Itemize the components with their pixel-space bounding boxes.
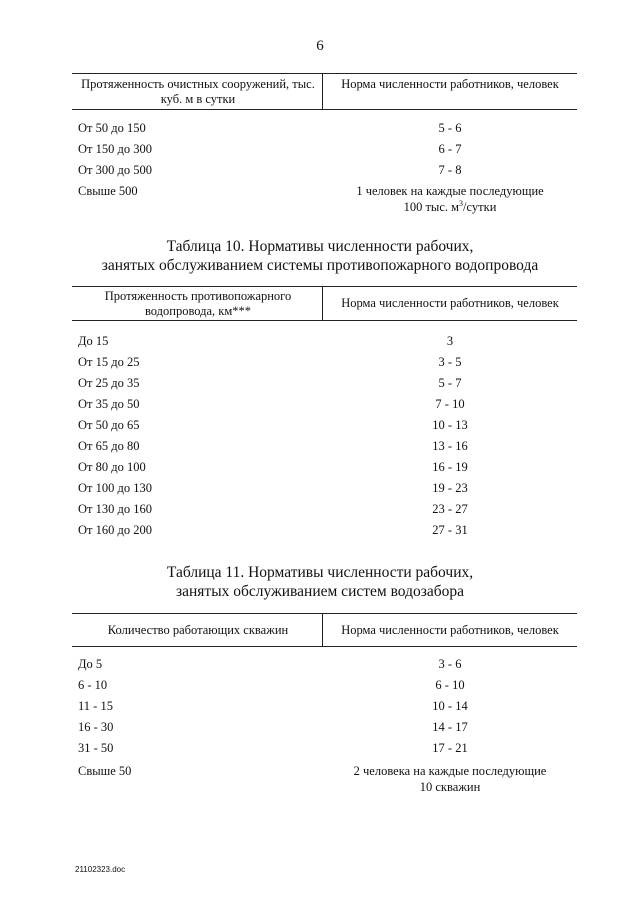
- table-cell: 3 - 5: [438, 355, 462, 369]
- table-caption: Таблица 10. Нормативы численности рабочих,: [166, 238, 474, 255]
- table-cell: 16 - 19: [432, 460, 468, 474]
- table-cell: 23 - 27: [432, 502, 468, 516]
- table-cell: 5 - 7: [438, 376, 462, 390]
- table-cell: 19 - 23: [432, 481, 468, 495]
- table-cell: От 150 до 300: [78, 142, 152, 156]
- table-cell: 27 - 31: [432, 523, 468, 537]
- table-header-rule: [72, 320, 577, 321]
- table-cell: Свыше 500: [78, 184, 138, 198]
- table-cell: 6 - 10: [435, 678, 465, 692]
- table-caption: занятых обслуживанием системы противопожарного водопровода: [101, 257, 539, 274]
- column-header: Количество работающих скважин: [107, 623, 289, 637]
- table-top-rule: [72, 613, 577, 614]
- table-cell: 6 - 7: [438, 142, 462, 156]
- table-top-rule: [72, 73, 577, 74]
- table-cell: До 15: [78, 334, 109, 348]
- table-cell: [330, 183, 570, 215]
- column-header: Протяженность очистных сооружений, тыс. куб. м в сутки: [81, 77, 315, 106]
- table-cell: От 80 до 100: [78, 460, 146, 474]
- table-cell: От 50 до 150: [78, 121, 146, 135]
- table-cell: 7 - 8: [438, 163, 462, 177]
- table-cell: От 130 до 160: [78, 502, 152, 516]
- table-header-rule: [72, 646, 577, 647]
- table-cell: 11 - 15: [78, 699, 113, 713]
- table-cell: От 160 до 200: [78, 523, 152, 537]
- table-cell: От 35 до 50: [78, 397, 140, 411]
- table-header-rule: [72, 109, 577, 110]
- table-cell: До 5: [78, 657, 103, 671]
- column-header: Норма численности работников, человек: [341, 77, 559, 91]
- table-cell: От 50 до 65: [78, 418, 140, 432]
- column-header: Протяженность противопожарного водопровода, км***: [104, 289, 292, 318]
- table-cell: 3: [446, 334, 454, 348]
- table-cell: 10 - 14: [432, 699, 468, 713]
- table-cell: От 300 до 500: [78, 163, 152, 177]
- table-cell-line: 1 человек на каждые последующие: [356, 184, 544, 198]
- page-number: 6: [316, 38, 324, 54]
- table-cell: [330, 763, 570, 795]
- table-cell: 6 - 10: [78, 678, 108, 692]
- document-filename: 21102323.doc: [75, 865, 126, 874]
- table-cell: 13 - 16: [432, 439, 468, 453]
- table-cell: 10 - 13: [432, 418, 468, 432]
- table-cell: От 15 до 25: [78, 355, 140, 369]
- column-separator: [322, 613, 323, 646]
- column-header: Норма численности работников, человек: [341, 623, 559, 637]
- table-caption: Таблица 11. Нормативы численности рабочих,: [166, 564, 474, 581]
- table-cell: Свыше 50: [78, 764, 132, 778]
- column-separator: [322, 286, 323, 320]
- table-cell-line: 2 человека на каждые последующие: [353, 764, 547, 778]
- column-header: Норма численности работников, человек: [341, 296, 559, 310]
- table-cell: От 25 до 35: [78, 376, 140, 390]
- table-cell: 17 - 21: [432, 741, 468, 755]
- table-cell: 5 - 6: [438, 121, 462, 135]
- table-cell: От 65 до 80: [78, 439, 140, 453]
- table-cell: 7 - 10: [435, 397, 465, 411]
- table-caption: занятых обслуживанием систем водозабора: [176, 583, 464, 600]
- table-cell: 31 - 50: [78, 741, 114, 755]
- table-cell-line: 100 тыс. $м^3$/сутки: [403, 198, 497, 214]
- table-cell: 16 - 30: [78, 720, 114, 734]
- table-cell: От 100 до 130: [78, 481, 152, 495]
- column-separator: [322, 73, 323, 109]
- table-cell: 3 - 6: [438, 657, 462, 671]
- table-cell-line: 10 скважин: [419, 780, 481, 794]
- table-top-rule: [72, 286, 577, 287]
- table-cell: 14 - 17: [432, 720, 468, 734]
